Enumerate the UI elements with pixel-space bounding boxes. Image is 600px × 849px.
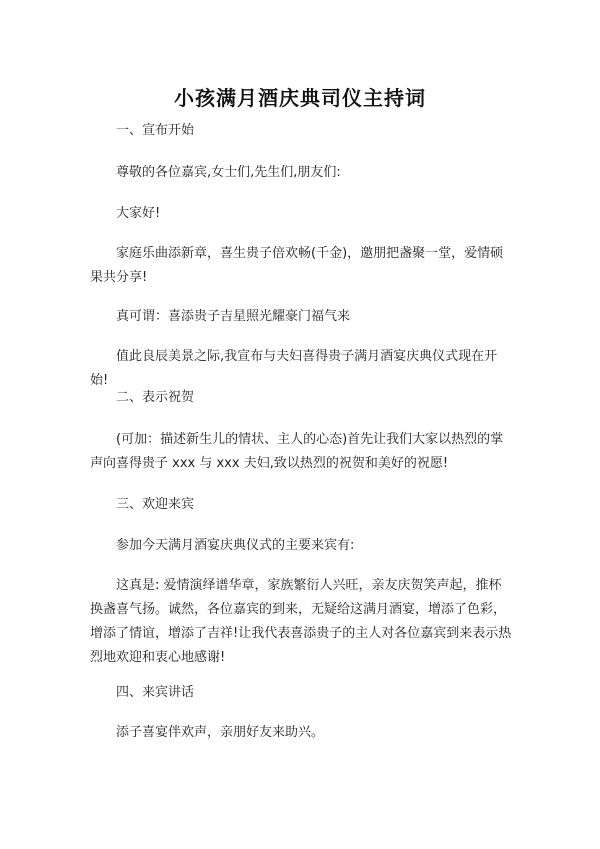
paragraph: 真可谓：喜添贵子吉星照光耀豪门福气来 [116, 309, 351, 324]
paragraph: 尊敬的各位嘉宾,女士们,先生们,朋友们: [116, 165, 341, 180]
section-heading: 三、欢迎来宾 [116, 497, 195, 512]
paragraph: 参加今天满月酒宴庆典仪式的主要来宾有: [116, 538, 355, 553]
section-heading: 一、宣布开始 [116, 123, 195, 138]
paragraph: 家庭乐曲添新章，喜生贵子倍欢畅(千金)，邀朋把盏聚一堂，爱情硕果共分享! [90, 246, 504, 285]
paragraph: 大家好! [116, 206, 161, 221]
document-title: 小孩满月酒庆典司仪主持词 [174, 86, 426, 110]
paragraph: (可加：描述新生儿的情状、主人的心态)首先让我们大家以热烈的掌声向喜得贵子 xxx 与 xxx 夫妇,致以热烈的祝贺和美好的祝愿! [90, 432, 504, 471]
paragraph: 添子喜宴伴欢声，亲朋好友来助兴。 [116, 725, 325, 740]
paragraph: 值此良辰美景之际,我宣布与夫妇喜得贵子满月酒宴庆典仪式现在开始! [90, 349, 498, 388]
section-heading: 四、来宾讲话 [116, 685, 195, 700]
paragraph: 这真是: 爱情演绎谱华章，家族繁衍人兴旺，亲友庆贺笑声起，推杯换盏喜气扬。诚然，各位嘉宾的到来，无疑给这满月酒宴，增添了色彩，增添了情谊，增添了吉祥!让我代表喜添贵子的主人对各位嘉宾到来表示热烈地欢迎和衷心地感谢! [90, 578, 512, 665]
section-heading: 二、表示祝贺 [116, 390, 195, 405]
